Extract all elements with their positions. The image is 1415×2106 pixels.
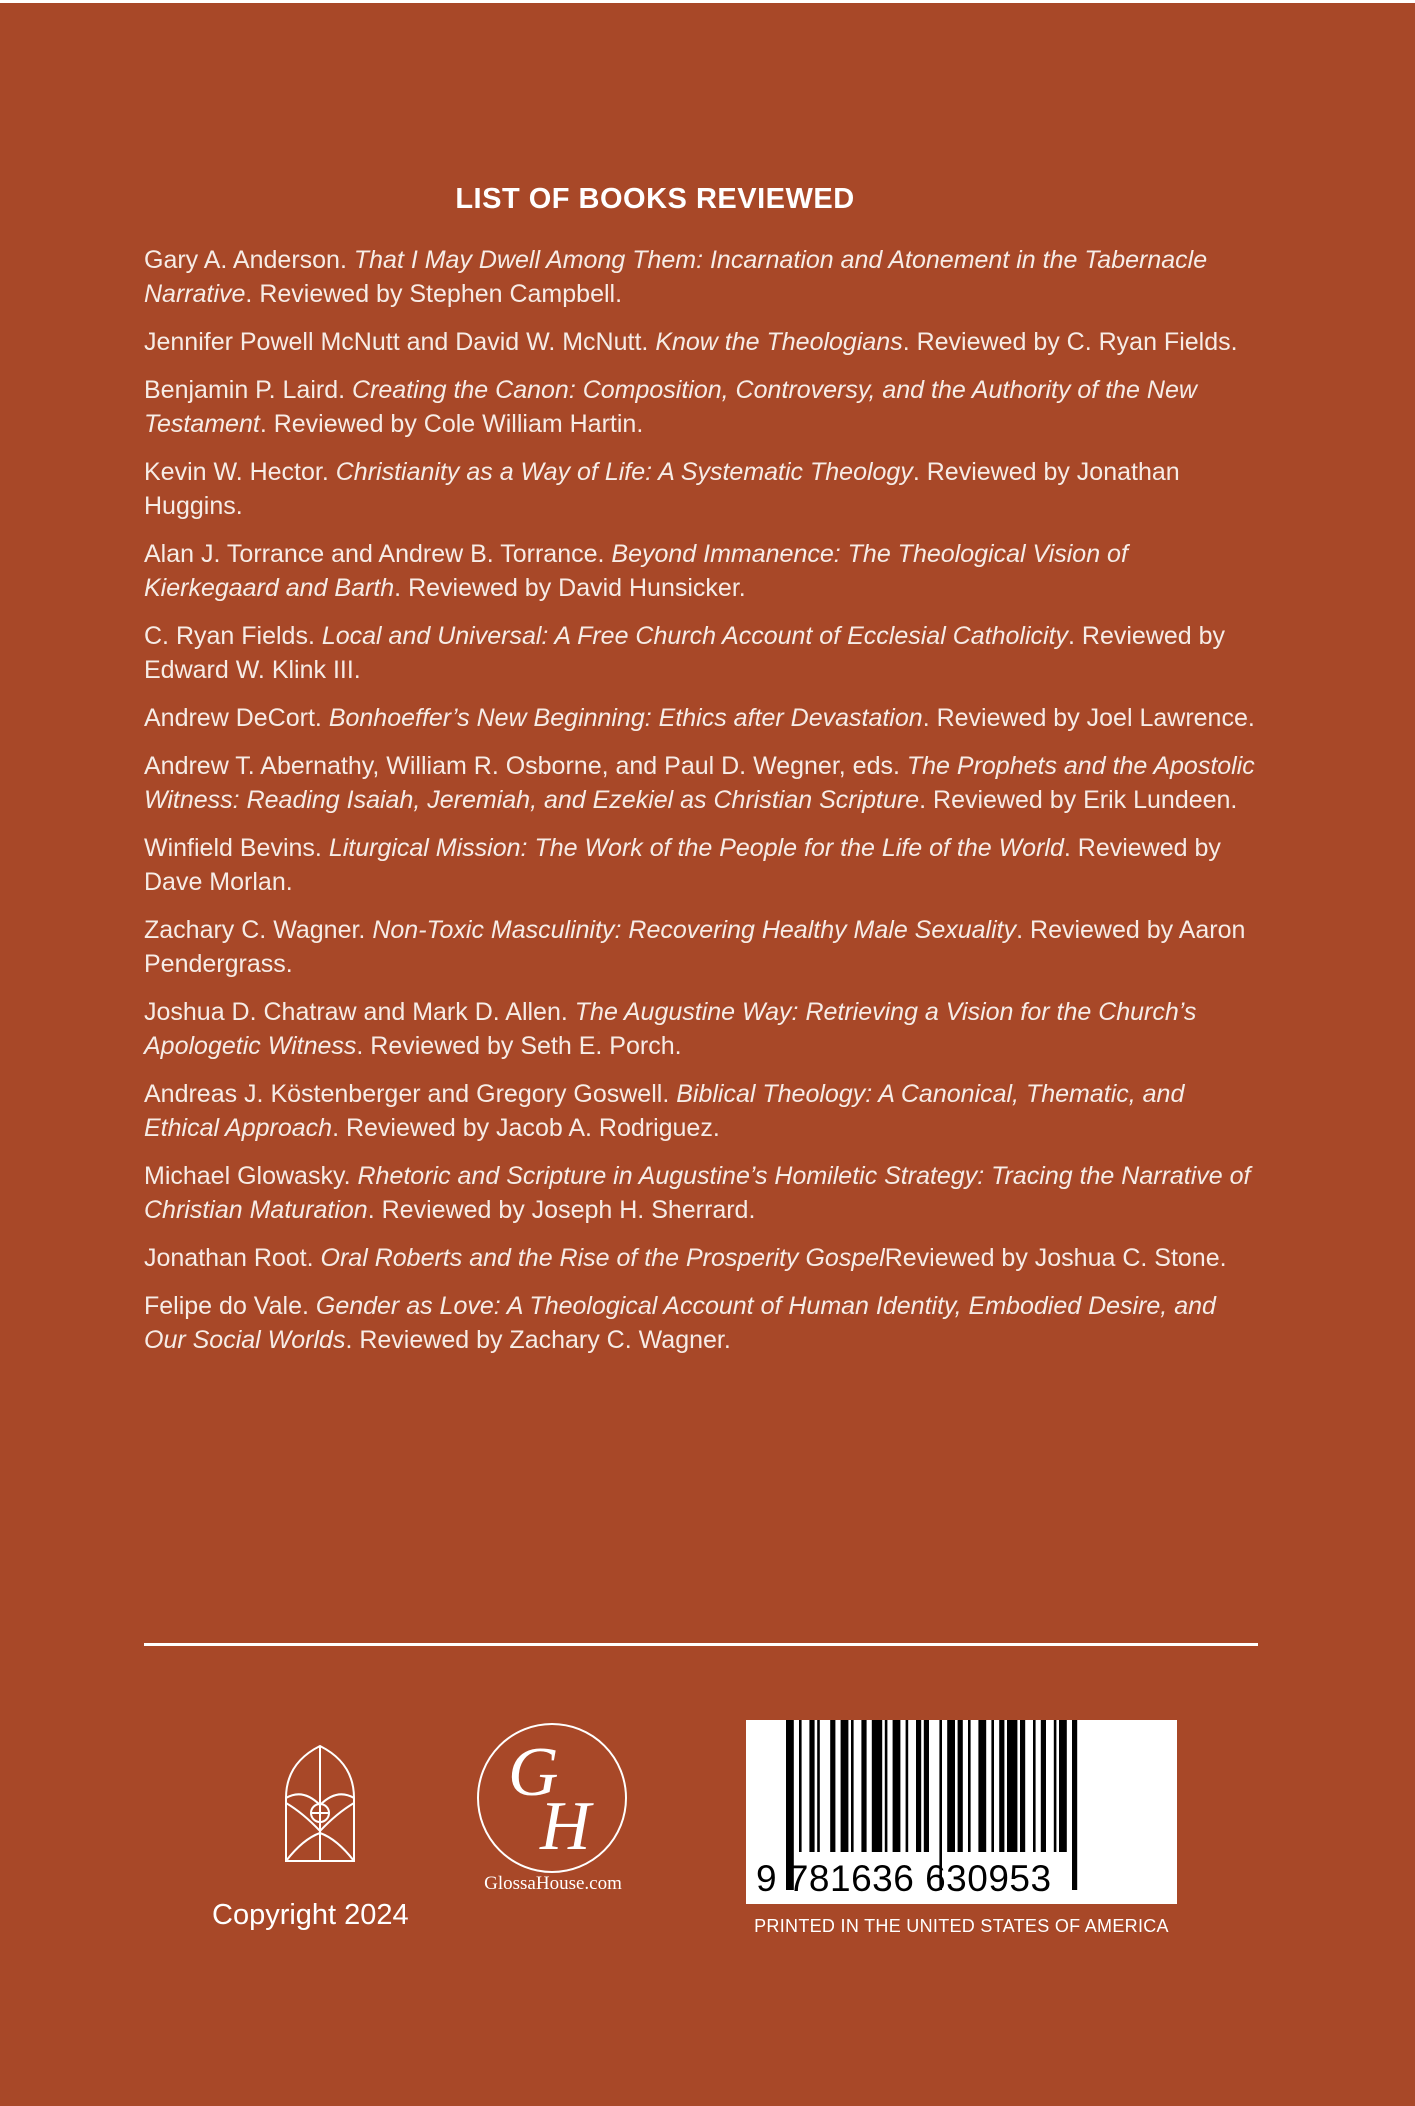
publisher-url: GlossaHouse.com (484, 1873, 622, 1894)
barcode-bar (851, 1720, 854, 1852)
entry-reviewer: . Reviewed by Joel Lawrence. (922, 704, 1255, 732)
entry-reviewer: . Reviewed by Stephen Campbell. (245, 280, 623, 308)
entry-author: Zachary C. Wagner. (144, 916, 366, 944)
entry-title: Non-Toxic Masculinity: Recovering Healthy Male Sexuality (372, 916, 1017, 944)
review-entry (144, 325, 1264, 359)
entry-title: Liturgical Mission: The Work of the People for the Life of the World (328, 834, 1064, 862)
entry-title: Beyond Immanence: The Theological Vision of Kierkegaard and Barth (144, 540, 1128, 602)
entry-title: Rhetoric and Scripture in Augustine’s Homiletic Strategy: Tracing the Narrative of Christian Maturation (144, 1162, 1251, 1224)
entry-author: Andrew T. Abernathy, William R. Osborne, and Paul D. Wegner, eds. (144, 752, 900, 780)
entry-author: C. Ryan Fields. (144, 622, 315, 650)
entry-title: The Prophets and the Apostolic Witness: Reading Isaiah, Jeremiah, and Ezekiel as Christian Scripture (144, 752, 1255, 814)
review-entry (144, 619, 1264, 687)
barcode-bar (799, 1720, 802, 1852)
barcode-bar (978, 1720, 986, 1852)
barcode-bar (885, 1720, 888, 1852)
barcode-bar (1054, 1720, 1057, 1852)
barcode-bar (841, 1720, 849, 1852)
entry-author: Benjamin P. Laird. (144, 376, 346, 404)
review-entry (144, 243, 1264, 311)
barcode-digits: 9 781636 630953 (756, 1858, 1052, 1899)
barcode-bar (1020, 1720, 1025, 1852)
review-entry (144, 373, 1264, 441)
book-review-list (144, 243, 1264, 1371)
publisher-logo-letters (502, 1733, 602, 1863)
entry-author: Andreas J. Köstenberger and Gregory Goswell. (144, 1080, 670, 1108)
entry-author: Michael Glowasky. (144, 1162, 351, 1190)
review-entry (144, 1241, 1264, 1275)
entry-author: Jennifer Powell McNutt and David W. McNutt. (144, 328, 649, 356)
barcode-bar (817, 1720, 820, 1852)
entry-title: Creating the Canon: Composition, Controversy, and the Authority of the New Testament (144, 376, 1197, 438)
barcode-bar (947, 1720, 955, 1852)
barcode-bar (809, 1720, 814, 1852)
isbn-barcode (746, 1720, 1177, 1904)
entry-author: Felipe do Vale. (144, 1292, 309, 1320)
barcode-bar (872, 1720, 882, 1852)
barcode-bar (1059, 1720, 1067, 1852)
barcode-bar (968, 1720, 971, 1852)
entry-reviewer: . Reviewed by Zachary C. Wagner. (345, 1326, 731, 1354)
svg-text:H: H (540, 1788, 591, 1863)
entry-reviewer: . Reviewed by Aaron Pendergrass. (144, 916, 1246, 978)
review-entry (144, 1077, 1264, 1145)
entry-reviewer: . Reviewed by Dave Morlan. (144, 834, 1221, 896)
entry-author: Jonathan Root. (144, 1244, 314, 1272)
barcode-bar (916, 1720, 921, 1852)
entry-reviewer: . Reviewed by Joseph H. Sherrard. (367, 1196, 756, 1224)
entry-author: Alan J. Torrance and Andrew B. Torrance. (144, 540, 605, 568)
divider-rule (144, 1643, 1258, 1646)
review-entry (144, 701, 1264, 735)
barcode-bar (861, 1720, 866, 1852)
entry-reviewer: . Reviewed by Edward W. Klink III. (144, 622, 1226, 684)
printed-in-usa: PRINTED IN THE UNITED STATES OF AMERICA (754, 1916, 1169, 1936)
barcode-bar (893, 1720, 901, 1852)
entry-author: Andrew DeCort. (144, 704, 322, 732)
entry-author: Winfield Bevins. (144, 834, 322, 862)
svg-text:G: G (508, 1734, 559, 1811)
entry-reviewer: . Reviewed by Erik Lundeen. (919, 786, 1238, 814)
barcode-bar (906, 1720, 909, 1852)
entry-reviewer: . Reviewed by C. Ryan Fields. (902, 328, 1238, 356)
gothic-window-icon (283, 1743, 357, 1863)
barcode-bar (1007, 1720, 1017, 1852)
entry-title: Bonhoeffer’s New Beginning: Ethics after Devastation (328, 704, 923, 732)
back-cover (0, 3, 1415, 2106)
entry-reviewer: . Reviewed by Jonathan Huggins. (144, 458, 1180, 520)
entry-reviewer: . Reviewed by Cole William Hartin. (259, 410, 644, 438)
entry-author: Joshua D. Chatraw and Mark D. Allen. (144, 998, 568, 1026)
barcode-bar (991, 1720, 994, 1852)
entry-author: Kevin W. Hector. (144, 458, 329, 486)
barcode-bar (924, 1720, 929, 1852)
review-entry (144, 831, 1264, 899)
entry-title: That I May Dwell Among Them: Incarnation and Atonement in the Tabernacle Narrative (144, 246, 1208, 308)
barcode-bar (999, 1720, 1004, 1852)
review-entry (144, 537, 1264, 605)
entry-reviewer: . Reviewed by David Hunsicker. (394, 574, 746, 602)
review-entry (144, 1159, 1264, 1227)
barcode-bar (958, 1720, 963, 1852)
entry-title: Biblical Theology: A Canonical, Thematic, and Ethical Approach (144, 1080, 1185, 1142)
review-entry (144, 913, 1264, 981)
barcode-bar (1033, 1720, 1036, 1852)
entry-title: Gender as Love: A Theological Account of Human Identity, Embodied Desire, and Our Social Worlds (144, 1292, 1216, 1354)
copyright: Copyright 2024 (212, 1899, 409, 1931)
entry-title: Christianity as a Way of Life: A Systematic Theology (335, 458, 913, 486)
review-entry (144, 455, 1264, 523)
review-entry (144, 995, 1264, 1063)
entry-author: Gary A. Anderson. (144, 246, 347, 274)
review-entry (144, 1289, 1264, 1357)
entry-reviewer: . Reviewed by Seth E. Porch. (356, 1032, 682, 1060)
barcode-bar (830, 1720, 835, 1852)
entry-title: The Augustine Way: Retrieving a Vision for the Church’s Apologetic Witness (144, 998, 1197, 1060)
entry-title: Oral Roberts and the Rise of the Prosperity Gospel (320, 1244, 885, 1272)
entry-reviewer: Reviewed by Joshua C. Stone. (884, 1244, 1227, 1272)
list-heading: LIST OF BOOKS REVIEWED (455, 183, 855, 215)
entry-title: Know the Theologians (655, 328, 903, 356)
entry-reviewer: . Reviewed by Jacob A. Rodriguez. (332, 1114, 720, 1142)
entry-title: Local and Universal: A Free Church Account of Ecclesial Catholicity (321, 622, 1069, 650)
barcode-bar (1041, 1720, 1046, 1852)
review-entry (144, 749, 1264, 817)
